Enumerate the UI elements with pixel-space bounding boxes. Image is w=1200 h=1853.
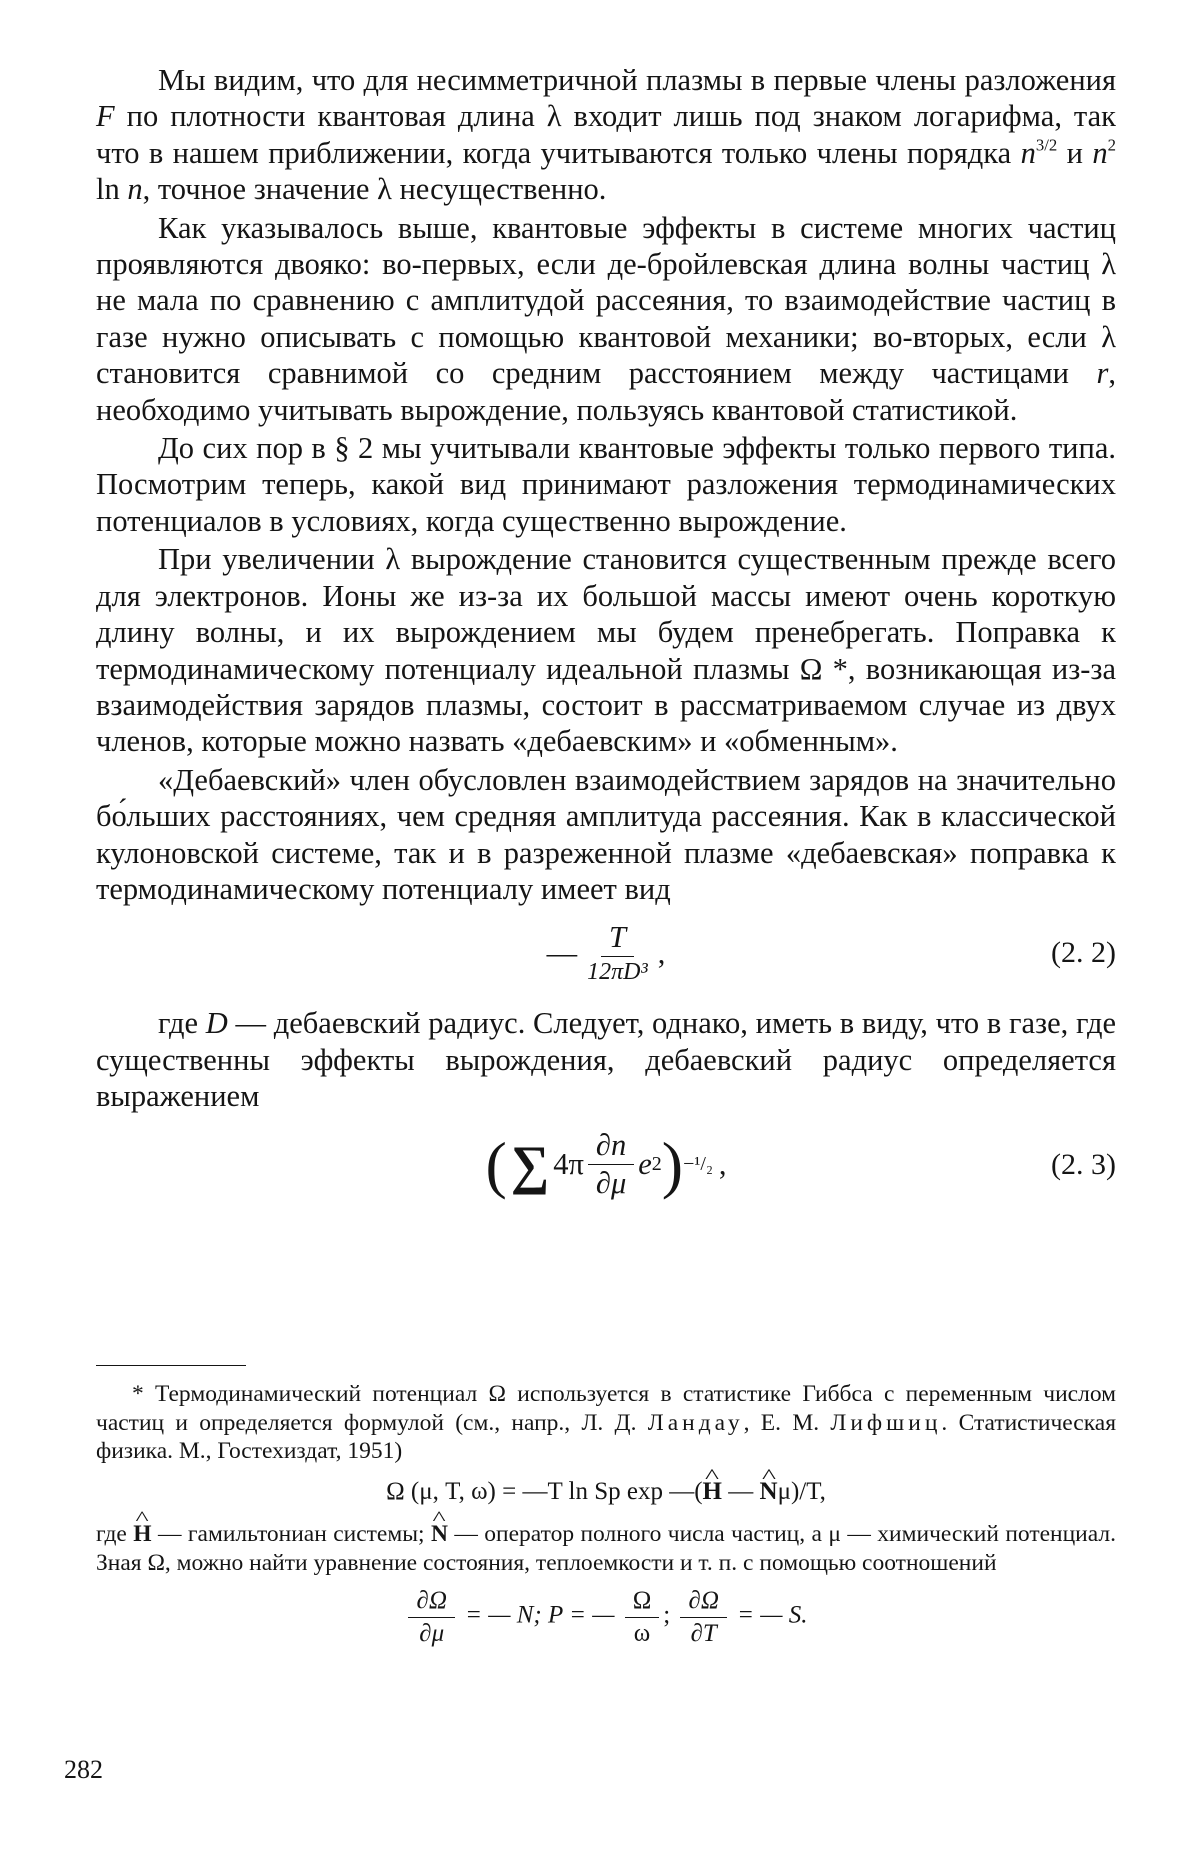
denominator: ∂μ	[419, 1619, 445, 1647]
equation-2-3	[96, 1115, 1116, 1215]
equation-number: (2. 2)	[1051, 936, 1116, 970]
author-name: Лифшиц	[830, 1409, 942, 1436]
footnote	[96, 1380, 1116, 1647]
fraction	[680, 1587, 726, 1647]
exponent: 2	[1107, 135, 1116, 155]
punctuation: ,	[718, 1147, 727, 1182]
numerator: ∂n	[588, 1129, 634, 1166]
text-span: Мы видим, что для несимметричной плазмы в первые члены разложения	[158, 63, 1116, 97]
formula-part: = — N; P = —	[458, 1601, 615, 1629]
equation-2-2	[96, 907, 1116, 999]
text-span: , Е. М.	[743, 1409, 831, 1436]
footnote-formula-2	[96, 1587, 1116, 1647]
text-span: и	[1057, 135, 1093, 170]
symbol-e: e	[638, 1147, 652, 1182]
text-span: , точное значение λ несущественно.	[142, 172, 607, 207]
text-span: Как указывалось выше, квантовые эффекты в системе многих частиц проявляются двояко: во-первых, если де-бройлевская длина волны частиц λ не мала по сравнению с амплитудой рассеяния, то взаимодействие частиц в газе нужно описывать с помощью квантовой механики; во-вторых, если λ становится сравнимой со средним расстоянием между частицами	[96, 210, 1116, 391]
text-span: . Статистическая физика. М., Гостехиздат, 1951)	[96, 1409, 1117, 1464]
operator-N: ^ N	[760, 1478, 778, 1507]
paragraph-3: До сих пор в § 2 мы учитывали квантовые эффекты только первого типа. Посмотрим теперь, какой вид принимают разложения термодинамических потенциалов в условиях, когда существенно вырождение.	[96, 431, 1116, 538]
paragraph-4: При увеличении λ вырождение становится существенным прежде всего для электронов. Ионы же из-за их большой массы имеют очень короткую длину волны, и их вырождением мы будем пренебрегать. Поправка к термодинамическому потенциалу идеальной плазмы Ω *, возникающая из-за взаимодействия зарядов плазмы, состоит в рассматриваемом случае из двух членов, которые можно назвать «дебаевским» и «обменным».	[96, 542, 1116, 759]
text-span: — оператор полного числа частиц, а μ — химический потенциал. Зная Ω, можно найти уравнение состояния, теплоемкости и т. п. с помощью соотношений	[96, 1521, 1117, 1576]
equation-body	[96, 1115, 1116, 1215]
paragraph-2	[96, 210, 1116, 428]
equation-body	[96, 907, 1116, 999]
exponent: 3/2	[1035, 135, 1058, 155]
punctuation: ,	[657, 936, 666, 971]
denominator: ∂T	[690, 1619, 717, 1647]
text-span: — гамильтониан системы;	[151, 1521, 431, 1547]
paragraph-5: «Дебаевский» член обусловлен взаимодействием зарядов на значительно бо́льших расстояниях, чем средняя амплитуда рассеяния. Как в классической кулоновской системе, так и в разреженной плазме «дебаевская» поправка к термодинамическому потенциалу имеет вид	[96, 762, 1116, 906]
fraction	[581, 921, 654, 986]
formula-part: μ)/T,	[777, 1477, 826, 1505]
formula-part: Ω (μ, T, ω) = —T ln Sp exp —(	[386, 1477, 703, 1505]
left-paren: (	[485, 1128, 507, 1200]
footnote-divider	[96, 1365, 246, 1366]
text-span: где	[96, 1521, 134, 1547]
operator-N: ^ N	[431, 1520, 448, 1549]
numerator: Ω	[625, 1587, 660, 1618]
symbol-F: F	[96, 99, 115, 134]
numerator: T	[601, 921, 634, 958]
page-number: 282	[64, 1755, 103, 1784]
numerator: ∂Ω	[680, 1587, 726, 1618]
right-paren: )	[661, 1128, 684, 1200]
operator-H: ^ H	[703, 1478, 722, 1507]
text-span: , необходимо учитывать вырождение, пользуясь квантовой статистикой.	[96, 356, 1116, 427]
fraction	[625, 1587, 660, 1647]
text-span: по плотности квантовая длина λ входит лишь под знаком логарифма, так что в нашем приближении, когда учитываются только члены порядка	[96, 99, 1116, 170]
equation-number: (2. 3)	[1051, 1147, 1116, 1181]
main-text	[96, 62, 1116, 1215]
footnote-formula-1	[96, 1478, 1116, 1507]
coefficient: 4π	[553, 1147, 584, 1182]
symbol-n: n	[1092, 135, 1108, 170]
text-span: где	[158, 1006, 206, 1041]
denominator: ∂μ	[595, 1166, 627, 1201]
symbol-r: r	[1096, 356, 1109, 391]
denominator: 12πD³	[587, 959, 648, 986]
exponent: −¹/₂	[683, 1153, 713, 1176]
symbol-n: n	[1020, 135, 1036, 170]
sum-sign: ∑	[510, 1134, 550, 1195]
paragraph-6	[96, 1005, 1116, 1114]
formula-part: = — S.	[730, 1601, 808, 1629]
formula-part: ;	[663, 1601, 677, 1629]
fraction	[408, 1587, 454, 1647]
operator-H: ^ H	[133, 1520, 151, 1549]
formula-part: —	[722, 1477, 760, 1505]
exponent: 2	[651, 1153, 662, 1176]
numerator: ∂Ω	[408, 1587, 454, 1618]
symbol-D: D	[205, 1006, 228, 1041]
author-name: Ландау	[647, 1409, 744, 1436]
text-span: — дебаевский радиус. Следует, однако, иметь в виду, что в газе, где существенны эффекты вырождения, дебаевский радиус определяется выражением	[96, 1006, 1117, 1114]
text-span: * Термодинамический потенциал Ω используется в статистике Гиббса с переменным числом частиц и определяется формулой (см., напр., Л. Д.	[96, 1381, 1116, 1436]
symbol-n: n	[127, 172, 143, 207]
text-span: ln	[96, 172, 128, 207]
denominator: ω	[633, 1619, 651, 1647]
footnote-text-1	[96, 1380, 1116, 1466]
paragraph-1	[96, 62, 1116, 208]
fraction	[588, 1129, 634, 1201]
footnote-text-2	[96, 1520, 1116, 1577]
minus-sign: —	[546, 936, 578, 971]
